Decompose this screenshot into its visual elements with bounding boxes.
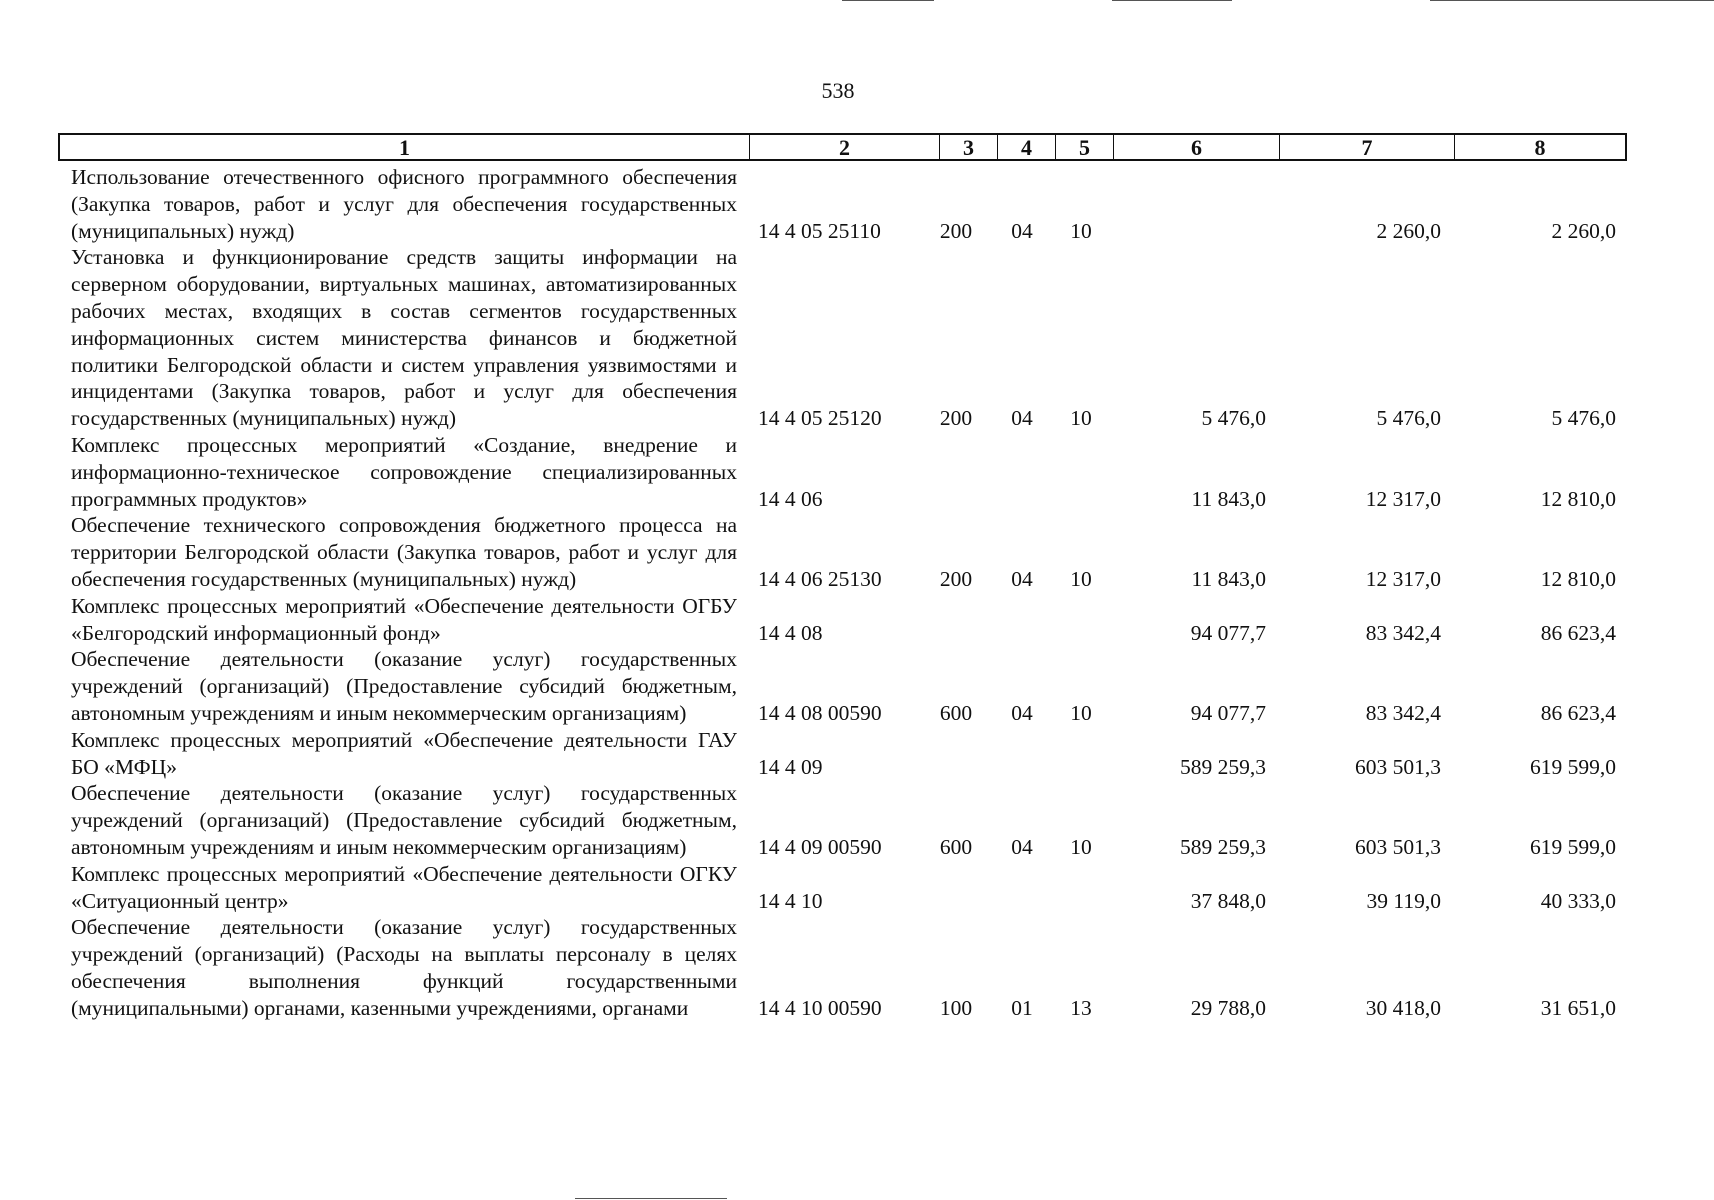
header-col-2: 2 [749,135,939,159]
table-header-row [58,133,1627,161]
header-col-6: 6 [1113,135,1279,159]
row-col-8: 12 810,0 [1540,566,1616,591]
row-code: 14 4 05 25110 [758,218,881,243]
row-description: Обеспечение деятельности (оказание услуг) государственных учреждений (организаций) (Предоставление субсидий бюджетным, автономным учреждениям и иным некоммерческим организациям) [71,647,737,725]
table-row [0,244,1714,432]
row-code: 14 4 08 [758,620,823,645]
row-col-6: 5 476,0 [1201,406,1266,431]
row-code: 14 4 05 25120 [758,406,882,431]
row-col-6: 589 259,3 [1180,754,1266,779]
row-col-8: 5 476,0 [1551,406,1616,431]
row-col-3: 200 [939,218,973,243]
row-col-5: 10 [1070,834,1092,859]
row-description: Установка и функционирование средств защиты информации на серверном оборудовании, виртуальных машинах, автоматизированных рабочих местах, входящих в состав сегментов государственных информационных систем министерства финансов и бюджетной политики Белгородской области и систем управления уязвимостями и инцидентами (Закупка товаров, работ и услуг для обеспечения государственных (муниципальных) нужд) [71,245,737,431]
row-col-6: 11 843,0 [1191,566,1266,591]
scan-artifact-line [1430,0,1714,1]
scan-artifact-line [1112,0,1232,1]
row-code: 14 4 08 00590 [758,700,882,725]
row-col-7: 12 317,0 [1365,566,1441,591]
header-col-4: 4 [997,135,1055,159]
row-code: 14 4 09 [758,754,823,779]
row-code: 14 4 10 00590 [758,995,882,1020]
row-col-5: 10 [1070,700,1092,725]
row-col-8: 619 599,0 [1530,754,1616,779]
row-col-4: 04 [1011,834,1033,859]
row-col-3: 600 [939,700,973,725]
row-col-7: 2 260,0 [1376,218,1441,243]
row-col-7: 12 317,0 [1365,486,1441,511]
header-col-3: 3 [939,135,997,159]
table-row [0,164,1714,244]
header-col-8: 8 [1454,135,1625,159]
row-col-5: 10 [1070,406,1092,431]
row-col-4: 04 [1011,566,1033,591]
row-col-3: 100 [939,995,973,1020]
row-col-6: 11 843,0 [1191,486,1266,511]
header-col-5: 5 [1055,135,1113,159]
row-col-7: 39 119,0 [1366,888,1441,913]
row-description: Обеспечение технического сопровождения бюджетного процесса на территории Белгородской области (Закупка товаров, работ и услуг для обеспечения государственных (муниципальных) нужд) [71,513,737,591]
row-col-6: 589 259,3 [1180,834,1266,859]
row-col-8: 619 599,0 [1530,834,1616,859]
row-col-6: 37 848,0 [1190,888,1266,913]
row-col-7: 83 342,4 [1365,700,1441,725]
row-col-4: 04 [1011,700,1033,725]
row-col-6: 94 077,7 [1190,620,1266,645]
row-description: Комплекс процессных мероприятий «Обеспечение деятельности ОГБУ «Белгородский информационный фонд» [71,593,737,645]
row-col-4: 04 [1011,406,1033,431]
row-description: Комплекс процессных мероприятий «Обеспечение деятельности ОГКУ «Ситуационный центр» [71,861,737,913]
row-col-7: 603 501,3 [1355,754,1441,779]
row-col-5: 10 [1070,566,1092,591]
row-code: 14 4 10 [758,888,823,913]
row-col-3: 200 [939,566,973,591]
row-col-5: 10 [1070,218,1092,243]
table-row [0,727,1714,781]
row-col-7: 30 418,0 [1365,995,1441,1020]
table-row [0,861,1714,915]
row-col-3: 200 [939,406,973,431]
header-col-7: 7 [1279,135,1454,159]
page-number: 538 [821,78,855,103]
row-col-6: 94 077,7 [1190,700,1266,725]
table-row [0,646,1714,726]
row-col-8: 86 623,4 [1540,620,1616,645]
row-col-4: 01 [1011,995,1033,1020]
table-body [0,164,1714,1022]
row-col-7: 5 476,0 [1376,406,1441,431]
row-description: Обеспечение деятельности (оказание услуг) государственных учреждений (организаций) (Расходы на выплаты персоналу в целях обеспечения выполнения функций государственными (муниципальными) органами, казенными учреждениями, органами [71,915,737,1020]
row-col-7: 603 501,3 [1355,834,1441,859]
table-row [0,780,1714,860]
row-code: 14 4 06 [758,486,823,511]
row-code: 14 4 06 25130 [758,566,882,591]
header-col-1: 1 [399,135,410,160]
row-code: 14 4 09 00590 [758,834,882,859]
row-col-8: 31 651,0 [1540,995,1616,1020]
row-description: Комплекс процессных мероприятий «Создание, внедрение и информационно-техническое сопровождение специализированных программных продуктов» [71,432,737,511]
table-row [0,593,1714,647]
table-row [0,512,1714,592]
table-row [0,914,1714,1021]
scan-artifact-line [842,0,934,1]
row-col-6: 29 788,0 [1190,995,1266,1020]
scan-artifact-line [575,1198,727,1199]
row-description: Обеспечение деятельности (оказание услуг) государственных учреждений (организаций) (Предоставление субсидий бюджетным, автономным учреждениям и иным некоммерческим организациям) [71,781,737,859]
row-description: Комплекс процессных мероприятий «Обеспечение деятельности ГАУ БО «МФЦ» [71,727,737,779]
table-row [0,432,1714,512]
row-col-8: 86 623,4 [1540,700,1616,725]
row-col-7: 83 342,4 [1365,620,1441,645]
row-col-3: 600 [939,834,973,859]
row-col-4: 04 [1011,218,1033,243]
row-description: Использование отечественного офисного программного обеспечения (Закупка товаров, работ и услуг для обеспечения государственных (муниципальных) нужд) [71,165,737,243]
row-col-8: 2 260,0 [1551,218,1616,243]
row-col-5: 13 [1070,995,1092,1020]
row-col-8: 40 333,0 [1540,888,1616,913]
row-col-8: 12 810,0 [1540,486,1616,511]
